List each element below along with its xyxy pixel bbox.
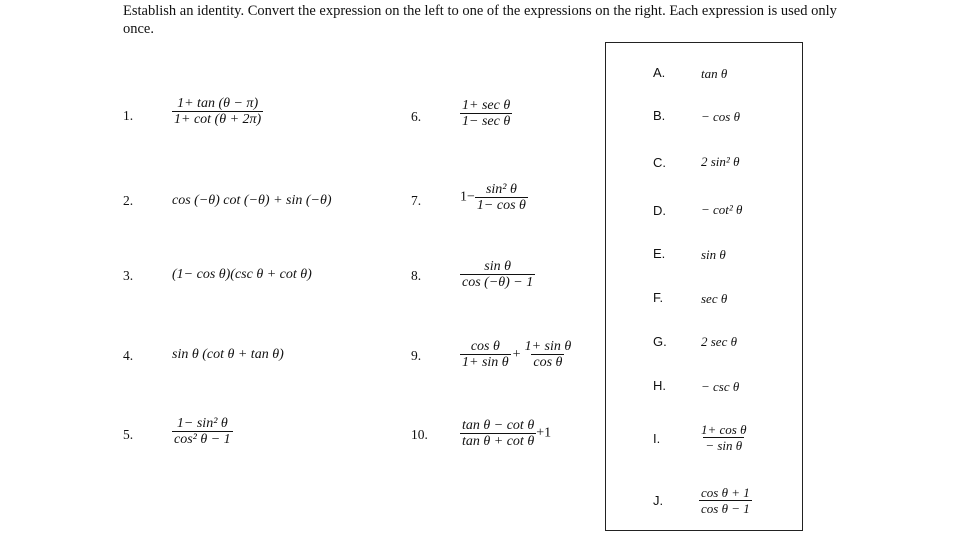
answer-letter: H. [653,378,666,393]
answer-expression: − csc θ [701,379,740,394]
answer-expression: 2 sec θ [701,334,737,349]
denominator: − sin θ [705,438,743,453]
numerator: tan θ − cot θ [462,418,535,433]
answer-expression: 2 sin² θ [701,154,740,169]
problem-number: 3. [123,268,134,283]
trailing-term: +1 [536,425,552,441]
denominator: 1− sec θ [462,114,511,129]
denominator: cos² θ − 1 [174,432,231,447]
answer-expression: tan θ [701,66,728,81]
numerator: sin θ [484,259,511,274]
numerator: cos θ + 1 [701,485,750,500]
problem-number: 8. [411,268,422,283]
answer-expression: sin θ [701,247,726,262]
problem-expression [460,259,535,290]
problem-expression: cos (−θ) cot (−θ) + sin (−θ) [172,193,332,208]
answer-expression [699,422,749,453]
problem-expression [172,96,263,127]
denominator: cos (−θ) − 1 [462,275,534,290]
denominator: tan θ + cot θ [462,434,535,449]
problem-expression: sin θ (cot θ + tan θ) [172,347,284,362]
problem-expression [172,416,233,447]
numerator: 1+ sin θ [524,339,572,354]
denominator: 1+ cot (θ + 2π) [174,112,262,127]
numerator: 1− sin² θ [176,416,228,431]
answer-expression: sec θ [701,291,728,306]
numerator: cos θ [470,339,500,354]
answer-letter: C. [653,155,666,170]
answer-letter: I. [653,431,661,446]
answer-letter: G. [653,334,667,349]
problem-number: 6. [411,109,422,124]
problem-number: 1. [123,108,134,123]
problem-number: 5. [123,427,134,442]
problem-number: 9. [411,348,422,363]
answer-expression [699,485,752,516]
problem-number: 2. [123,193,134,208]
problem-number: 7. [411,193,422,208]
denominator: cos θ − 1 [701,501,750,516]
problem-number: 4. [123,348,134,363]
numerator: sin² θ [485,182,517,197]
instructions-text: Establish an identity. Convert the expression on the left to one of the expressions on the right. Each expression is used only once. [123,3,837,37]
problem-expression [460,418,551,449]
answer-letter: A. [653,65,666,80]
denominator: 1− cos θ [476,198,526,213]
problem-expression [460,182,528,213]
answer-letter: B. [653,108,666,123]
problem-expression: (1− cos θ)(csc θ + cot θ) [172,267,312,282]
answer-expression: − cos θ [701,109,740,124]
numerator: 1+ sec θ [462,98,511,113]
denominator: cos θ [533,355,563,370]
problem-expression [460,339,573,370]
problem-expression [460,98,512,129]
answer-letter: D. [653,203,666,218]
answer-letter: J. [653,493,664,508]
plus-operator: + [512,346,521,362]
answer-letter: E. [653,246,666,261]
numerator: 1+ tan (θ − π) [177,96,259,111]
numerator: 1+ cos θ [701,422,747,437]
answer-letter: F. [653,290,664,305]
problem-number: 10. [411,427,428,442]
answer-expression: − cot² θ [701,202,743,217]
denominator: 1+ sin θ [462,355,509,370]
leading-term: 1− [460,189,475,205]
